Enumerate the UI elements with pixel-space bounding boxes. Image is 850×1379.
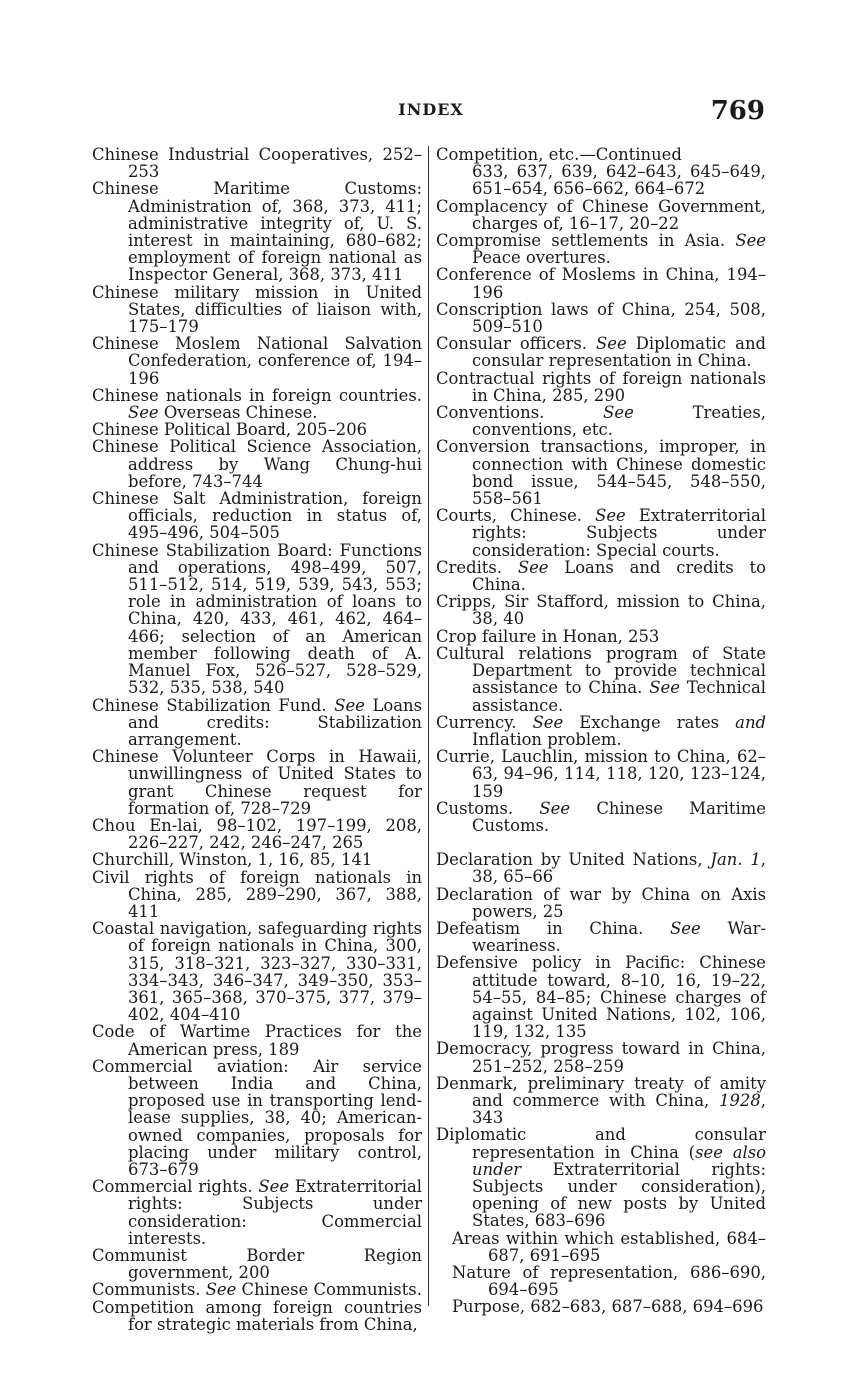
index-entry: Crop failure in Honan, 253	[436, 626, 660, 646]
index-entry: Diplomatic and consular representation in China (see also under Extraterritorial rights: Subjects under consideration), opening of new posts by United States, 683–696	[436, 1125, 766, 1231]
index-entry: Credits. See Loans and credits to China.	[436, 557, 766, 595]
index-entry: Chinese Stabilization Fund. See Loans and credits: Stabilization arrangement.	[92, 695, 422, 749]
index-entry: Chinese Stabilization Board: Functions and operations, 498–499, 507, 511–512, 514, 519, 539, 543, 553; role in administration of loans to China, 420, 433, 461, 462, 464–466; selection of an American member following death of A. Manuel Fox, 526–527, 528–529, 532, 535, 538, 540	[92, 540, 422, 698]
index-entry: Conventions. See Treaties, conventions, etc.	[436, 403, 766, 440]
index-entry: Democracy, progress toward in China, 251–252, 258–259	[436, 1039, 766, 1076]
index-entry: Commercial rights. See Extraterritorial rights: Subjects under consideration: Commercial interests.	[92, 1177, 422, 1248]
index-entry: Declaration by United Nations, Jan. 1, 38, 65–66	[436, 850, 767, 887]
index-entry: Communists. See Chinese Communists.	[92, 1280, 422, 1300]
page-number: 769	[710, 96, 765, 126]
index-entry: 633, 637, 639, 642–643, 645–649, 651–654, 656–662, 664–672	[472, 162, 766, 199]
index-entry: Chinese nationals in foreign countries. See Overseas Chinese.	[92, 385, 422, 423]
left-column	[92, 146, 422, 1333]
index-entry: Commercial aviation: Air service between India and China, proposed use in transporting lend-lease supplies, 38, 40; American-owned companies, proposals for placing under military control, 673–679	[92, 1056, 422, 1179]
index-entry: Chinese Industrial Cooperatives, 252–253	[92, 145, 422, 182]
index-entry: Competition, etc.—Continued	[436, 145, 682, 164]
index-entry: Coastal navigation, safeguarding rights of foreign nationals in China, 300, 315, 318–321, 323–327, 330–331, 334–343, 346–347, 349–350, 353–361, 365–368, 370–375, 377, 379–402, 404–410	[92, 919, 422, 1025]
index-entry: Civil rights of foreign nationals in China, 285, 289–290, 367, 388, 411	[92, 867, 422, 921]
index-entry: Cripps, Sir Stafford, mission to China, 38, 40	[436, 592, 766, 629]
index-entry: Chinese military mission in United States, difficulties of liaison with, 175–179	[92, 282, 422, 337]
index-entry: Chinese Political Science Association, address by Wang Chung-hui before, 743–744	[92, 437, 422, 491]
index-entry: Chou En-lai, 98–102, 197–199, 208, 226–227, 242, 246–247, 265	[92, 815, 422, 853]
header-title: INDEX	[398, 100, 464, 119]
index-entry: Customs. See Chinese Maritime Customs.	[436, 798, 766, 835]
index-entry: Consular officers. See Diplomatic and consular representation in China.	[436, 334, 766, 371]
index-entry: Declaration of war by China on Axis powers, 25	[436, 884, 766, 921]
column-divider	[428, 146, 429, 1306]
index-entry: Courts, Chinese. See Extraterritorial rights: Subjects under consideration: Special courts.	[436, 506, 766, 560]
index-entry: Chinese Moslem National Salvation Confederation, conference of, 194–196	[92, 334, 422, 388]
index-entry: Chinese Maritime Customs: Administration of, 368, 373, 411; administrative integrity of, U. S. interest in maintaining, 680–682; employment of foreign national as Inspector General, 368, 373, 411	[92, 179, 422, 285]
index-entry: Currie, Lauchlin, mission to China, 62–63, 94–96, 114, 118, 120, 123–124, 159	[436, 747, 766, 801]
entry-gap	[436, 834, 766, 851]
right-column	[436, 146, 766, 1316]
index-entry: Denmark, preliminary treaty of amity and commerce with China, 1928, 343	[436, 1073, 766, 1128]
index-entry: Conference of Moslems in China, 194–196	[436, 265, 766, 302]
index-entry: Currency. See Exchange rates and Inflation problem.	[436, 712, 766, 749]
index-entry: Cultural relations program of State Department to provide technical assistance to China. See Technical assistance.	[436, 643, 766, 715]
index-entry: Contractual rights of foreign nationals in China, 285, 290	[436, 368, 766, 405]
index-entry: Nature of representation, 686–690, 694–695	[452, 1263, 766, 1300]
index-entry: Churchill, Winston, 1, 16, 85, 141	[92, 850, 373, 870]
index-entry: Compromise settlements in Asia. See Peace overtures.	[436, 231, 766, 268]
index-entry: Defensive policy in Pacific: Chinese attitude toward, 8–10, 16, 19–22, 54–55, 84–85; Chinese charges of against United Nations, 102, 106, 119, 132, 135	[436, 953, 766, 1042]
index-entry: Chinese Volunteer Corps in Hawaii, unwillingness of United States to grant Chinese request for formation of, 728–729	[92, 747, 422, 818]
index-entry: Purpose, 682–683, 687–688, 694–696	[452, 1297, 764, 1317]
index-entry: Conscription laws of China, 254, 508, 509–510	[436, 299, 766, 337]
index-entry: Areas within which established, 684–687, 691–695	[452, 1228, 766, 1265]
index-entry: Code of Wartime Practices for the American press, 189	[92, 1022, 422, 1059]
index-entry: Communist Border Region government, 200	[92, 1246, 422, 1283]
index-entry: Competition among foreign countries for strategic materials from China,	[92, 1297, 422, 1334]
index-entry: Complacency of Chinese Government, charges of, 16–17, 20–22	[436, 196, 766, 233]
index-entry: Defeatism in China. See War-weariness.	[436, 918, 767, 956]
index-entry: Conversion transactions, improper, in connection with Chinese domestic bond issue, 544–545, 548–550, 558–561	[436, 437, 766, 509]
index-entry: Chinese Salt Administration, foreign officials, reduction in status of, 495–496, 504–505	[92, 489, 422, 543]
index-entry: Chinese Political Board, 205–206	[92, 420, 368, 440]
